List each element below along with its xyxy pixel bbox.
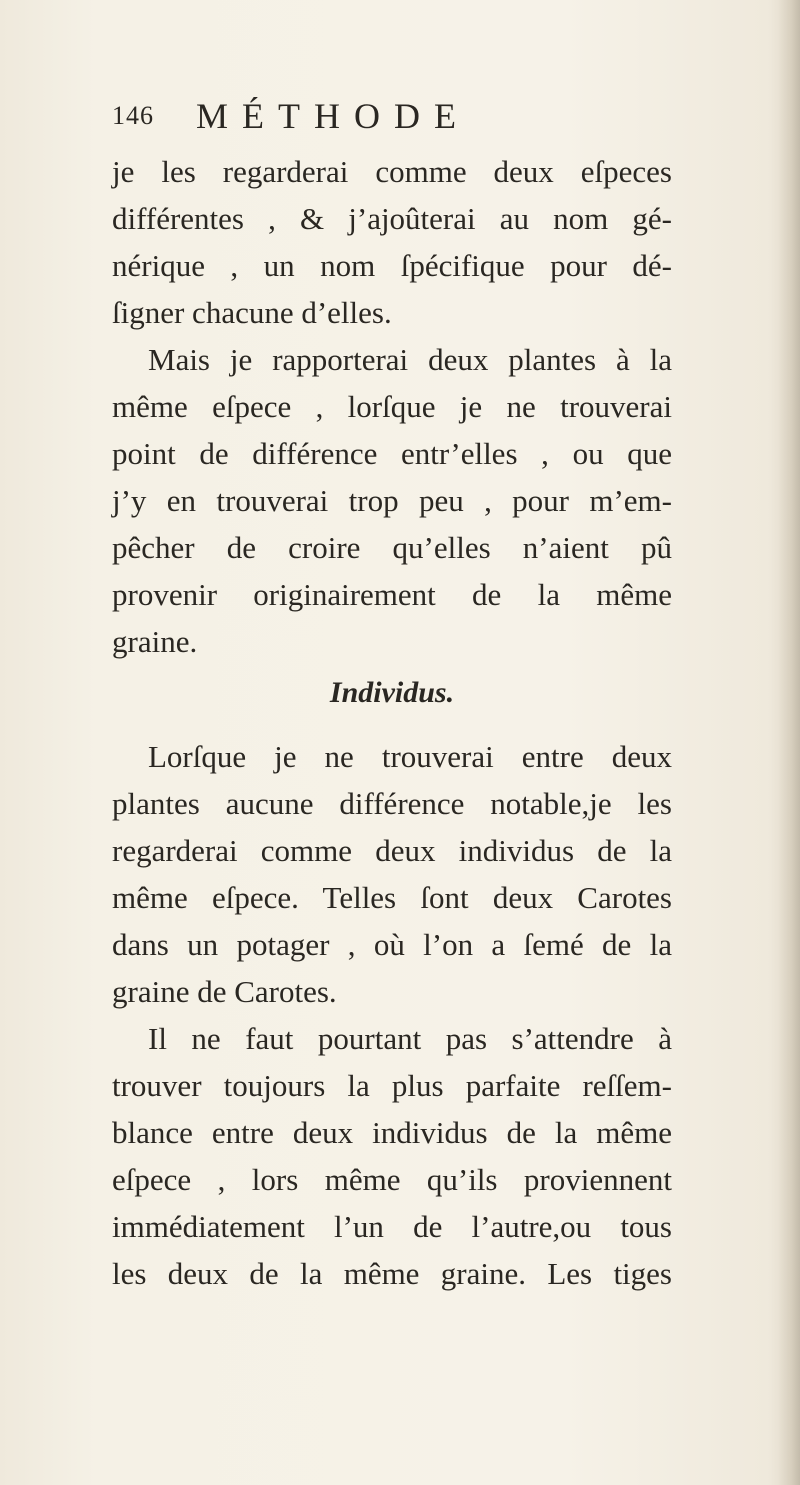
text-line: les deux de la même graine. Les tiges — [112, 1256, 672, 1291]
text-line: nérique , un nom ſpécifique pour dé- — [112, 248, 672, 283]
text-line: je les regarderai comme deux eſpeces — [112, 154, 672, 189]
text-line: Lorſque je ne trouverai entre deux — [148, 739, 672, 774]
text-line: même eſpece , lorſque je ne trouverai — [112, 389, 672, 424]
text-line: graine. — [112, 624, 198, 659]
spacer — [112, 721, 672, 733]
text-line: j’y en trouverai trop peu , pour m’em- — [112, 483, 672, 518]
text-line: blance entre deux individus de la même — [112, 1115, 672, 1150]
text-line: ſigner chacune d’elles. — [112, 295, 392, 330]
text-line: regarderai comme deux individus de la — [112, 833, 672, 868]
text-line: différentes , & j’ajoûterai au nom gé- — [112, 201, 672, 236]
text-line: pêcher de croire qu’elles n’aient pû — [112, 530, 672, 565]
text-line: eſpece , lors même qu’ils proviennent — [112, 1162, 672, 1197]
running-title: MÉTHODE — [196, 96, 470, 136]
text-line: même eſpece. Telles ſont deux Carotes — [112, 880, 672, 915]
text-line: immédiatement l’un de l’autre,ou tous — [112, 1209, 672, 1244]
page-header — [112, 95, 672, 145]
text-line: plantes aucune différence notable,je les — [112, 786, 672, 821]
text-line: trouver toujours la plus parfaite reſſem- — [112, 1068, 672, 1103]
text-line: Il ne faut pourtant pas s’attendre à — [148, 1021, 672, 1056]
page-number: 146 — [112, 101, 154, 130]
text-line: point de différence entr’elles , ou que — [112, 436, 672, 471]
body-text — [112, 148, 672, 1297]
text-line: graine de Carotes. — [112, 974, 337, 1009]
text-line: provenir originairement de la même — [112, 577, 672, 612]
page-edge-shadow — [778, 0, 800, 1485]
text-line: Mais je rapporterai deux plantes à la — [148, 342, 672, 377]
section-heading: Individus. — [329, 676, 455, 709]
text-line: dans un potager , où l’on a ſemé de la — [112, 927, 672, 962]
